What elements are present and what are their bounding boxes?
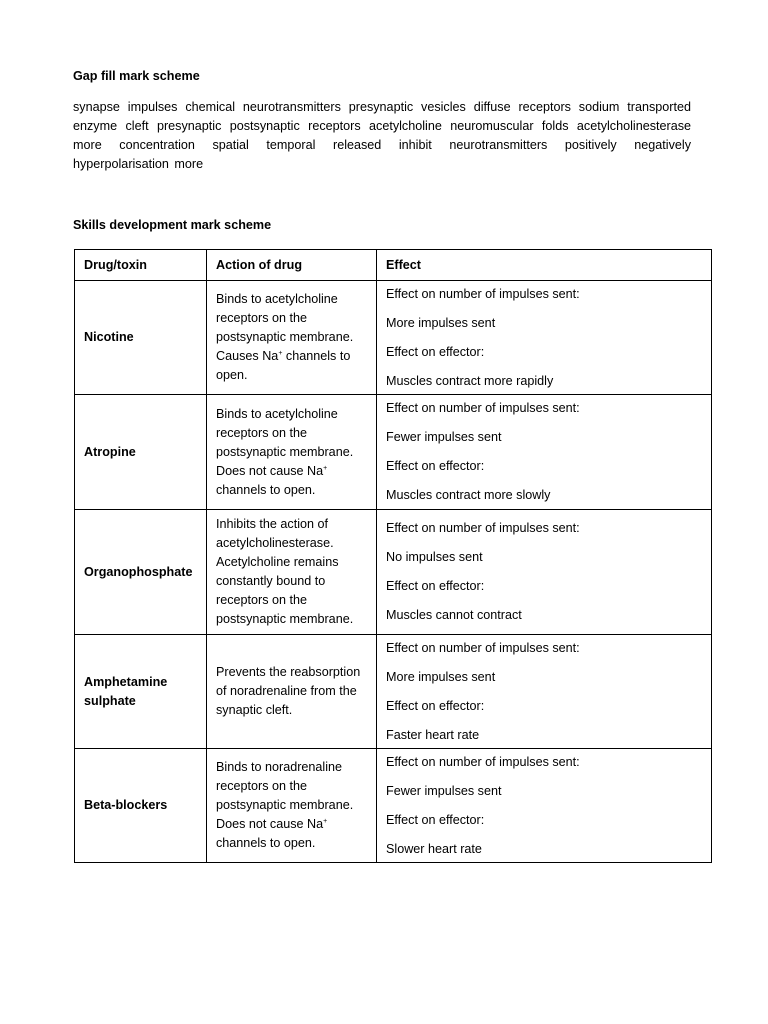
- action-text: Binds to noradrenaline receptors on the postsynaptic membrane. Does not cause Na: [216, 760, 354, 831]
- effect-impulses-value: Fewer impulses sent: [386, 783, 502, 798]
- drug-effect: [377, 281, 712, 395]
- effect-effector-value: Muscles contract more slowly: [386, 488, 551, 502]
- action-text-tail: channels to open.: [216, 836, 316, 850]
- drug-effect: [377, 749, 712, 863]
- effect-impulses-label: Effect on number of impulses sent:: [386, 640, 580, 655]
- table-row: [75, 635, 712, 749]
- effect-effector-label: Effect on effector:: [386, 698, 485, 713]
- ion-charge: +: [323, 464, 328, 472]
- effect-effector-value: Slower heart rate: [386, 841, 482, 856]
- table-row: [75, 395, 712, 510]
- drug-effect: [377, 395, 712, 510]
- effect-effector-label: Effect on effector:: [386, 579, 485, 593]
- header-drug: Drug/toxin: [75, 250, 207, 281]
- action-text-tail: channels to open.: [216, 482, 316, 497]
- drug-action: [207, 749, 377, 863]
- table-row: [75, 749, 712, 863]
- table-row: [75, 510, 712, 635]
- drug-name: Atropine: [75, 395, 207, 510]
- effect-impulses-label: Effect on number of impulses sent:: [386, 401, 580, 415]
- drug-action: [207, 510, 377, 635]
- effect-impulses-value: More impulses sent: [386, 315, 496, 330]
- effect-impulses-value: More impulses sent: [386, 669, 496, 684]
- effect-impulses-value: Fewer impulses sent: [386, 430, 502, 444]
- effect-effector-label: Effect on effector:: [386, 459, 485, 473]
- header-effect: Effect: [377, 250, 712, 281]
- action-text: Binds to acetylcholine receptors on the postsynaptic membrane. Does not cause Na: [216, 406, 354, 478]
- skills-heading: Skills development mark scheme: [73, 218, 272, 232]
- table-row: [75, 281, 712, 395]
- drug-action: [207, 395, 377, 510]
- effect-effector-value: Muscles cannot contract: [386, 608, 522, 622]
- effect-effector-value: Muscles contract more rapidly: [386, 373, 554, 388]
- drug-action: [207, 281, 377, 395]
- header-action: Action of drug: [207, 250, 377, 281]
- effect-impulses-label: Effect on number of impulses sent:: [386, 521, 580, 535]
- effect-impulses-label: Effect on number of impulses sent:: [386, 754, 580, 769]
- drug-action: [207, 635, 377, 749]
- table-header-row: [75, 250, 712, 281]
- drug-name: Organophosphate: [75, 510, 207, 635]
- ion-charge: +: [323, 817, 328, 825]
- effect-impulses-label: Effect on number of impulses sent:: [386, 286, 580, 301]
- drug-name: Beta-blockers: [75, 749, 207, 863]
- gap-fill-heading: Gap fill mark scheme: [73, 69, 200, 83]
- drug-effect: [377, 510, 712, 635]
- effect-effector-label: Effect on effector:: [386, 344, 485, 359]
- ion-charge: +: [278, 349, 283, 357]
- drug-effect: [377, 635, 712, 749]
- action-text: Binds to acetylcholine receptors on the postsynaptic membrane. Causes Na: [216, 292, 354, 363]
- drug-name: Nicotine: [75, 281, 207, 395]
- action-text-tail: channels to open.: [216, 349, 351, 382]
- mark-scheme-table: [74, 249, 712, 863]
- drug-name: Amphetamine sulphate: [75, 635, 207, 749]
- effect-impulses-value: No impulses sent: [386, 550, 483, 564]
- effect-effector-value: Faster heart rate: [386, 727, 480, 742]
- action-text: Prevents the reabsorption of noradrenaline from the synaptic cleft.: [216, 665, 361, 717]
- gap-fill-answers: synapse impulses chemical neurotransmitters presynaptic vesicles diffuse receptors sodium transported enzyme cleft presynaptic postsynaptic receptors acetylcholine neuromuscular folds acetylcholinesterase more concentration spatial temporal released inhibit neurotransmitters positively negatively hyperpolarisation more: [73, 100, 691, 171]
- effect-effector-label: Effect on effector:: [386, 812, 485, 827]
- action-text: Inhibits the action of acetylcholinesterase. Acetylcholine remains constantly bound to receptors on the postsynaptic membrane.: [216, 517, 354, 626]
